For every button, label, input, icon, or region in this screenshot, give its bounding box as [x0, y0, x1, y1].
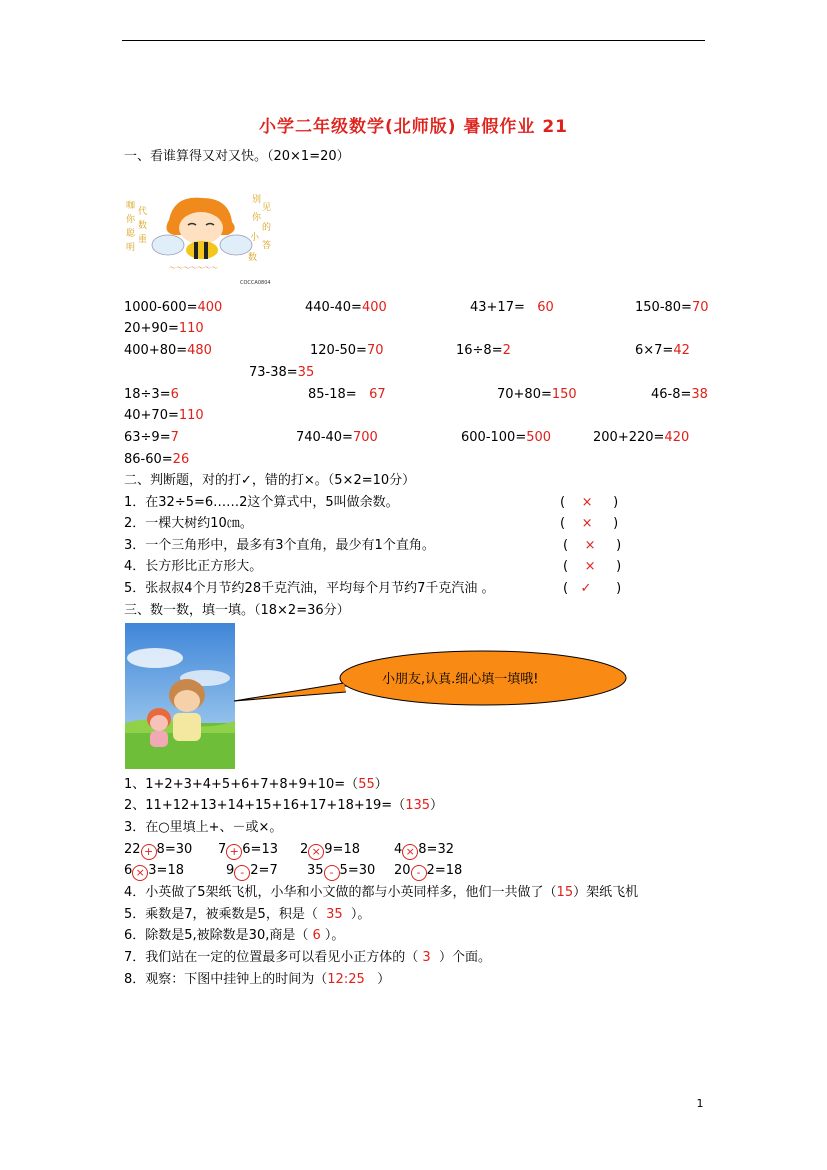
- svg-text:咖: 咖: [126, 201, 136, 211]
- svg-text:你: 你: [126, 215, 136, 225]
- problem-15: 40+70=110: [124, 408, 204, 423]
- fill-q7: 7．我们站在一定的位置最多可以看见小正方体的（ 3 ）个面。: [124, 950, 491, 965]
- svg-text:答: 答: [262, 241, 272, 251]
- problem-2: 440-40=400: [305, 300, 387, 315]
- problem-19: 200+220=420: [593, 430, 690, 445]
- judge-answer-1: ( × ): [560, 495, 619, 510]
- svg-text:数: 数: [138, 221, 148, 231]
- op-item-7: 35 - 5=30: [307, 863, 376, 879]
- judge-item-2: 2．一棵大树约10㎝。: [124, 516, 253, 531]
- problem-20: 86-60=26: [124, 452, 190, 467]
- problem-4: 150-80=70: [635, 300, 709, 315]
- judge-item-5: 5．张叔叔4个月节约28千克汽油，平均每个月节约7千克汽油 。: [124, 581, 495, 596]
- fill-q6: 6．除数是5,被除数是30,商是（ 6 ）。: [124, 928, 345, 943]
- page-title: 小学二年级数学(北师版) 暑假作业 21: [258, 117, 569, 137]
- svg-text:明: 明: [126, 243, 136, 253]
- problem-17: 740-40=700: [296, 430, 378, 445]
- svg-text:见: 见: [262, 203, 272, 213]
- problem-8: 16÷8=2: [456, 343, 511, 358]
- problem-1: 1000-600=400: [124, 300, 223, 315]
- fill-q3: 3．在○里填上+、－或×。: [124, 820, 283, 835]
- op-item-3: 2 × 9=18: [300, 842, 360, 858]
- op-item-2: 7 + 6=13: [218, 842, 278, 858]
- header-rule: [122, 40, 705, 41]
- problem-6: 400+80=480: [124, 343, 212, 358]
- problem-10: 73-38=35: [249, 365, 315, 380]
- problem-11: 18÷3=6: [124, 387, 179, 402]
- judge-item-1: 1．在32÷5=6……2这个算式中，5叫做余数。: [124, 495, 399, 510]
- svg-text:数: 数: [248, 253, 258, 263]
- section1-heading: 一、看谁算得又对又快。（20×1=20）: [124, 149, 350, 164]
- problem-5: 20+90=110: [124, 321, 204, 336]
- bee-cartoon-image: [124, 190, 276, 285]
- section2-heading: 二、判断题，对的打✓，错的打×。（5×2=10分）: [124, 473, 416, 488]
- svg-text:你: 你: [252, 213, 262, 223]
- problem-14: 46-8=38: [651, 387, 708, 402]
- judge-answer-3: ( × ): [563, 538, 622, 553]
- svg-text:的: 的: [262, 223, 272, 233]
- section3-heading: 三、数一数，填一填。（18×2=36分）: [124, 603, 350, 618]
- op-item-8: 20 - 2=18: [394, 863, 463, 879]
- svg-text:代: 代: [138, 207, 148, 217]
- problem-18: 600-100=500: [461, 430, 552, 445]
- page-number: 1: [696, 1097, 704, 1110]
- op-item-6: 9 - 2=7: [226, 863, 278, 879]
- problem-12: 85-18= 67: [308, 387, 386, 402]
- problem-7: 120-50=70: [310, 343, 384, 358]
- svg-text:聪: 聪: [126, 229, 136, 239]
- fill-q1: 1、1+2+3+4+5+6+7+8+9+10=（55）: [124, 777, 388, 792]
- judge-item-4: 4．长方形比正方形大。: [124, 559, 263, 574]
- judge-answer-4: ( × ): [563, 559, 622, 574]
- fill-q8: 8．观察：下图中挂钟上的时间为（12:25 ）: [124, 972, 391, 987]
- problem-13: 70+80=150: [497, 387, 577, 402]
- svg-text:重: 重: [138, 235, 148, 245]
- cartoon-characters-image: [125, 623, 235, 769]
- judge-item-3: 3．一个三角形中，最多有3个直角，最少有1个直角。: [124, 538, 435, 553]
- svg-text:小: 小: [250, 233, 260, 243]
- judge-answer-2: ( × ): [560, 516, 619, 531]
- op-item-1: 22 + 8=30: [124, 842, 193, 858]
- problem-3: 43+17= 60: [470, 300, 554, 315]
- fill-q4: 4．小英做了5架纸飞机，小华和小文做的都与小英同样多，他们一共做了（15）架纸飞机: [124, 885, 639, 900]
- problem-16: 63÷9=7: [124, 430, 179, 445]
- speech-bubble-text: 小朋友,认真.细心填一填哦!: [382, 672, 539, 687]
- fill-q5: 5．乘数是7，被乘数是5，积是（ 35 ）。: [124, 907, 371, 922]
- problem-9: 6×7=42: [635, 343, 690, 358]
- judge-answer-5: ( ✓ ): [563, 581, 622, 596]
- svg-text:～～～～～～～: ～～～～～～～: [169, 264, 218, 272]
- svg-text:别: 别: [252, 195, 262, 205]
- op-item-5: 6 × 3=18: [124, 863, 184, 879]
- fill-q2: 2、11+12+13+14+15+16+17+18+19=（135）: [124, 798, 444, 813]
- op-item-4: 4 × 8=32: [394, 842, 454, 858]
- speech-bubble: [234, 650, 629, 708]
- image-caption: COCCA0804: [240, 280, 271, 285]
